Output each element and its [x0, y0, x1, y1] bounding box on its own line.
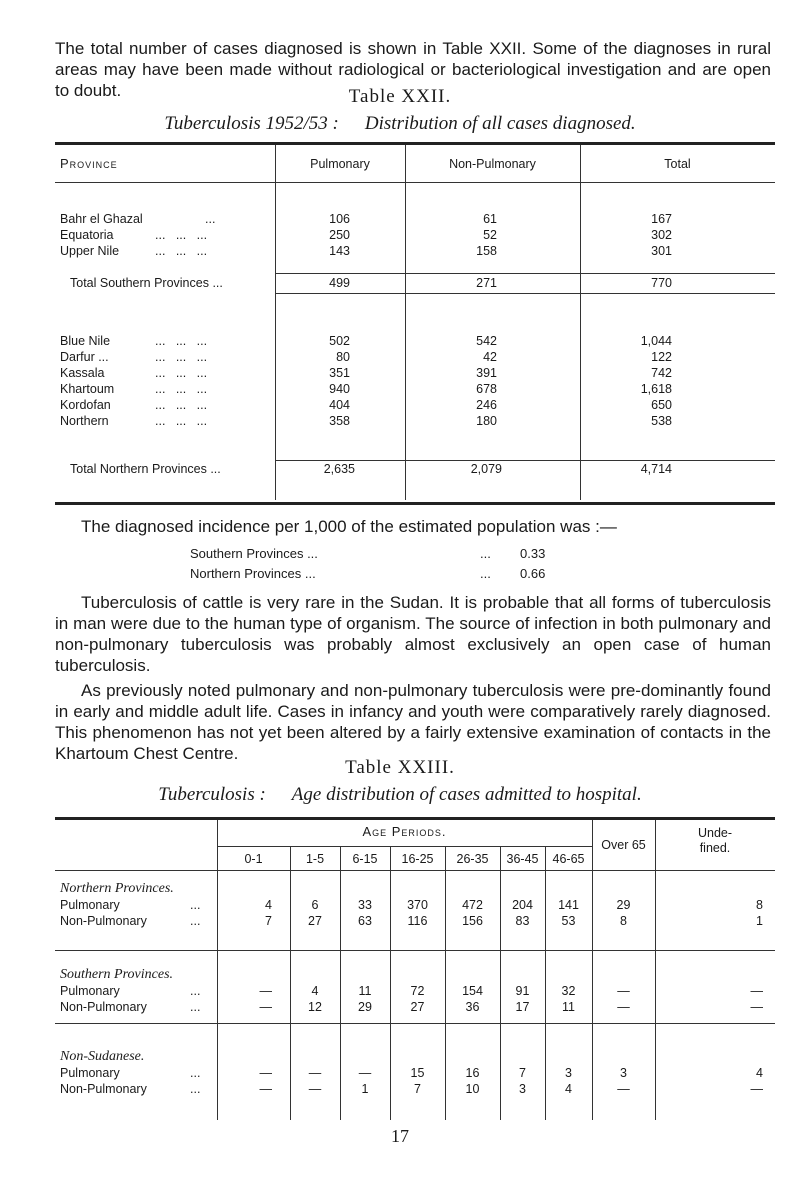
pulmonary-value: 351: [329, 366, 350, 380]
cell-value: 3: [565, 1066, 572, 1080]
pulmonary-value: 940: [329, 382, 350, 396]
southern-total-total: 770: [651, 276, 672, 290]
total-value: 301: [651, 244, 672, 258]
cell-value: —: [750, 984, 763, 998]
age-col-header: 1-5: [305, 852, 325, 866]
pulmonary-value: 250: [329, 228, 350, 242]
non-pulmonary-value: 391: [476, 366, 497, 380]
section-title: Non-Sudanese.: [60, 1049, 145, 1064]
non-pulmonary-value: 180: [476, 414, 497, 428]
header-non-pulmonary: Non-Pulmonary: [449, 157, 536, 171]
document-page: The total number of cases diagnosed is shown in Table XXII. Some of the diagnoses in rural areas may have been made without radiological or bacteriological investigation and are open to doubt. Table XXII. Tuberculosis 1952/53 : Distribution of all cases diagnosed. Province Pulmonary Non-Pulmonary Total Bahr el Ghazal ... 106 61 167 Equatoria ... ... ... 250 52 302 Upper Nile ... ... ... 143 158 301 Total Southern Provinces ... 499 271 770 Blue Nile ... ... ... 502 542 1,044 Darfur ... ... ... ... 80 42 122 Kassala ... ... ... 351 391 742 Khartoum ... ... ... 940 678 1,618 Kordofan ... ... ... 404 246 650 Northern ... ... ... 358 180 538 Total Northern Provinces ... 2,635 2,079 4,714 The diagnosed incidence per 1,000 of the estimated population was :— Southern Provinces ... ... 0.33 Northern Provinces ... ... 0.66 Tuberculosis of cattle is very rare in the Sudan. It is probable that all forms of tuberculosis in man were due to the human type of organism. The source of infection in both pulmonary and non-pulmonary tuberculosis was probably almost exclusively an open case of human tuberculosis. As previously noted pulmonary and non-pulmonary tuberculosis were pre-dominantly found in early and middle adult life. Cases in infancy and youth were comparatively rarely diagnosed. This phenomenon has not yet been altered by a fairly extensive examination of contacts in the Khartoum Chest Centre. Table XXIII. Tuberculosis : Age distribution of cases admitted to hospital. Age Periods. 0-1 1-5 6-15 16-25 26-35 36-45 46-65 Over 65 Unde- fined. Northern Provinces. Pulmonary ... 4 6 33 370 472 204 141 29 8 Non-Pulmonary ... 7 27 63 116 156 83 53 8 1 Southern Provinces. Pulmonary ... — 4 11 72 154 91 32 — — Non-Pulmonary ... — 12 29 27 36 17 11 — — Non-Sudanese. Pulmonary ... — — — 15 16 7 3 3 4 Non-Pulmonary ... — — 1 7 10 3 4 — — 17: [0, 0, 800, 1184]
cell-value: 141: [558, 898, 579, 912]
table22-caption-left: Tuberculosis 1952/53 :: [164, 113, 339, 134]
total-value: 1,618: [640, 382, 672, 396]
cell-value: 8: [756, 898, 763, 912]
pulmonary-value: 143: [329, 244, 350, 258]
total-value: 167: [651, 212, 672, 226]
cattle-paragraph: Tuberculosis of cattle is very rare in the Sudan. It is probable that all forms of tuberculosis in man were due to the human type of organism. The source of infection in both pulmonary and non-pulmonary tuberculosis was probably almost exclusively an open case of human tuberculosis.: [55, 593, 771, 675]
over-65-header: Over 65: [601, 838, 646, 852]
province-name: Kassala: [60, 366, 105, 380]
province-name: Bahr el Ghazal: [60, 212, 143, 226]
non-pulmonary-value: 246: [476, 398, 497, 412]
cell-value: 29: [358, 1000, 372, 1014]
header-pulmonary: Pulmonary: [310, 157, 370, 171]
northern-total-pulmonary: 2,635: [323, 462, 355, 476]
cell-value: 10: [465, 1082, 480, 1096]
cell-value: —: [308, 1082, 322, 1096]
rate-value: 0.66: [520, 566, 546, 581]
cell-value: —: [259, 984, 272, 998]
northern-total-label: Total Northern Provinces ...: [70, 462, 221, 476]
table23-caption: [0, 784, 800, 806]
age-paragraph: As previously noted pulmonary and non-pulmonary tuberculosis were pre-dominantly found in early and middle adult life. Cases in infancy and youth were comparatively rarely diagnosed. This phenomenon has not yet been altered by a fairly extensive examination of contacts in the Khartoum Chest Centre.: [55, 681, 771, 763]
table22-caption: [0, 113, 800, 135]
cell-value: 116: [407, 914, 428, 928]
cell-value: 53: [561, 914, 576, 928]
non-pulmonary-value: 542: [476, 334, 497, 348]
province-name: Northern: [60, 414, 109, 428]
cell-value: 16: [465, 1066, 480, 1080]
pulmonary-value: 106: [329, 212, 350, 226]
northern-total-non-pulmonary: 2,079: [470, 462, 502, 476]
total-value: 538: [651, 414, 672, 428]
cell-value: 29: [616, 898, 631, 912]
age-periods-header: Age Periods.: [362, 824, 447, 839]
row-label: Pulmonary: [60, 898, 120, 912]
province-name: Khartoum: [60, 382, 115, 396]
cell-value: 36: [465, 1000, 480, 1014]
cell-value: 1: [361, 1082, 369, 1096]
non-pulmonary-value: 678: [476, 382, 497, 396]
age-col-header: 16-25: [401, 852, 434, 866]
cell-value: 63: [358, 914, 372, 928]
cell-value: —: [750, 1082, 763, 1096]
row-label: Pulmonary: [60, 1066, 120, 1080]
cell-value: 4: [756, 1066, 763, 1080]
cell-value: —: [617, 1000, 630, 1014]
age-col-header: 36-45: [506, 852, 539, 866]
rate-label: Southern Provinces ...: [190, 546, 318, 561]
cell-value: 472: [462, 898, 483, 912]
cell-value: 7: [414, 1082, 421, 1096]
age-col-header: 46-65: [552, 852, 585, 866]
section-title: Northern Provinces.: [60, 881, 174, 896]
cell-value: —: [259, 1000, 272, 1014]
cell-value: 72: [410, 984, 425, 998]
pulmonary-value: 502: [329, 334, 350, 348]
table23-caption-left: Tuberculosis :: [158, 784, 266, 805]
cell-value: 32: [561, 984, 576, 998]
province-name: Darfur ...: [60, 350, 109, 364]
table23-caption-right: Age distribution of cases admitted to hospital.: [291, 784, 642, 805]
cell-value: —: [308, 1066, 322, 1080]
incidence-rate-northern: Northern Provinces ... ... 0.66: [190, 566, 546, 581]
cell-value: 156: [462, 914, 483, 928]
cell-value: 12: [308, 1000, 322, 1014]
table22-caption-right: Distribution of all cases diagnosed.: [364, 113, 636, 134]
pulmonary-value: 404: [329, 398, 350, 412]
non-pulmonary-value: 42: [483, 350, 497, 364]
non-pulmonary-value: 61: [483, 212, 497, 226]
cell-value: 1: [756, 914, 763, 928]
cell-value: 154: [462, 984, 483, 998]
cell-value: 83: [515, 914, 530, 928]
province-name: Upper Nile: [60, 244, 120, 258]
age-col-header: 0-1: [244, 852, 263, 866]
southern-total-pulmonary: 499: [329, 276, 350, 290]
total-value: 650: [651, 398, 672, 412]
section-title: Southern Provinces.: [60, 967, 174, 982]
total-value: 742: [651, 366, 672, 380]
cell-value: 3: [620, 1066, 627, 1080]
row-label: Pulmonary: [60, 984, 120, 998]
non-pulmonary-value: 158: [476, 244, 497, 258]
age-col-header: 26-35: [456, 852, 489, 866]
total-value: 302: [651, 228, 672, 242]
cell-value: 11: [358, 984, 372, 998]
table22-label: Table XXII.: [348, 86, 452, 107]
cell-value: —: [259, 1066, 272, 1080]
cell-value: 4: [565, 1082, 572, 1096]
page-number: 17: [391, 1126, 409, 1146]
cell-value: 3: [519, 1082, 526, 1096]
cell-value: 8: [620, 914, 627, 928]
pulmonary-value: 358: [329, 414, 350, 428]
rate-label: Northern Provinces ...: [190, 566, 316, 581]
total-value: 122: [651, 350, 672, 364]
cell-value: —: [750, 1000, 763, 1014]
cell-value: 370: [407, 898, 428, 912]
cell-value: 7: [265, 914, 272, 928]
header-province: Province: [60, 156, 118, 171]
southern-total-non-pulmonary: 271: [476, 276, 497, 290]
cell-value: 11: [562, 1000, 575, 1014]
intro-paragraph: The total number of cases diagnosed is shown in Table XXII. Some of the diagnoses in rural areas may have been made without radiological or bacteriological investigation and are open to doubt.: [55, 39, 771, 100]
table23-label: Table XXIII.: [345, 757, 455, 778]
southern-total-label: Total Southern Provinces ...: [70, 276, 223, 290]
cell-value: 4: [311, 984, 319, 998]
cell-value: —: [617, 984, 630, 998]
row-label: Non-Pulmonary: [60, 1082, 147, 1096]
incidence-rate-southern: Southern Provinces ... ... 0.33: [190, 546, 546, 561]
cell-value: —: [259, 1082, 272, 1096]
total-value: 1,044: [640, 334, 672, 348]
cell-value: —: [358, 1066, 372, 1080]
incidence-paragraph: The diagnosed incidence per 1,000 of the estimated population was :—: [81, 517, 617, 536]
cell-value: 27: [308, 914, 322, 928]
non-pulmonary-value: 52: [483, 228, 497, 242]
cell-value: 17: [515, 1000, 530, 1014]
header-total: Total: [664, 157, 691, 171]
rate-value: 0.33: [520, 546, 546, 561]
province-name: Equatoria: [60, 228, 114, 242]
cell-value: 4: [265, 898, 272, 912]
cell-value: —: [617, 1082, 630, 1096]
undefined-header: Unde- fined.: [697, 826, 733, 855]
cell-value: 15: [410, 1066, 425, 1080]
province-name: Kordofan: [60, 398, 111, 412]
age-col-header: 6-15: [352, 852, 378, 866]
cell-value: 6: [311, 898, 319, 912]
cell-value: 27: [410, 1000, 425, 1014]
northern-total-total: 4,714: [640, 462, 672, 476]
cell-value: 33: [358, 898, 372, 912]
province-name: Blue Nile: [60, 334, 111, 348]
pulmonary-value: 80: [336, 350, 350, 364]
row-label: Non-Pulmonary: [60, 1000, 147, 1014]
cell-value: 91: [515, 984, 530, 998]
cell-value: 7: [519, 1066, 526, 1080]
cell-value: 204: [512, 898, 533, 912]
row-label: Non-Pulmonary: [60, 914, 147, 928]
